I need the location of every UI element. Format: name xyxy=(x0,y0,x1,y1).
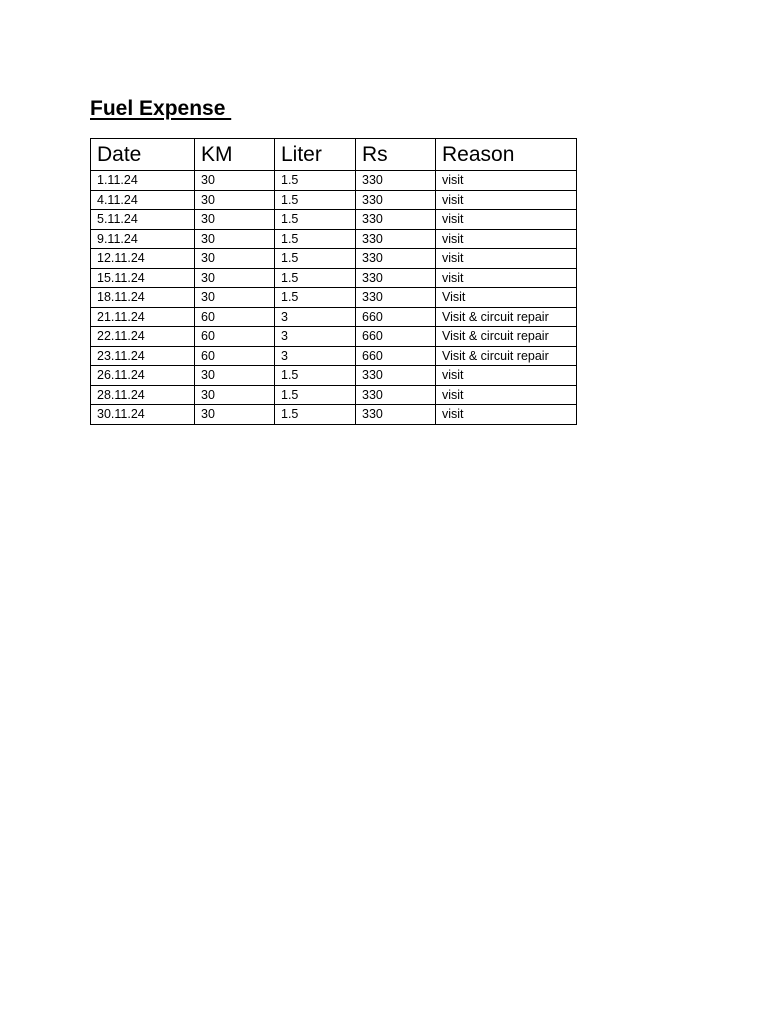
cell-liter: 1.5 xyxy=(275,288,356,308)
cell-date: 9.11.24 xyxy=(91,229,195,249)
cell-reason: visit xyxy=(436,405,577,425)
cell-liter: 1.5 xyxy=(275,190,356,210)
header-reason: Reason xyxy=(436,139,577,171)
cell-reason: Visit & circuit repair xyxy=(436,327,577,347)
table-row xyxy=(91,190,577,210)
cell-liter: 1.5 xyxy=(275,405,356,425)
table-row xyxy=(91,249,577,269)
table-row xyxy=(91,229,577,249)
header-liter: Liter xyxy=(275,139,356,171)
cell-date: 18.11.24 xyxy=(91,288,195,308)
cell-reason: Visit & circuit repair xyxy=(436,346,577,366)
cell-km: 30 xyxy=(195,385,275,405)
table-row xyxy=(91,327,577,347)
header-rs: Rs xyxy=(356,139,436,171)
table-header-row xyxy=(91,139,577,171)
cell-km: 30 xyxy=(195,171,275,191)
cell-rs: 660 xyxy=(356,327,436,347)
cell-date: 28.11.24 xyxy=(91,385,195,405)
cell-reason: visit xyxy=(436,171,577,191)
header-date: Date xyxy=(91,139,195,171)
cell-reason: Visit xyxy=(436,288,577,308)
table-row xyxy=(91,171,577,191)
cell-date: 12.11.24 xyxy=(91,249,195,269)
cell-rs: 330 xyxy=(356,190,436,210)
cell-reason: visit xyxy=(436,268,577,288)
cell-rs: 330 xyxy=(356,210,436,230)
table-row xyxy=(91,307,577,327)
cell-rs: 330 xyxy=(356,288,436,308)
cell-km: 30 xyxy=(195,210,275,230)
cell-rs: 330 xyxy=(356,249,436,269)
cell-reason: visit xyxy=(436,249,577,269)
cell-km: 60 xyxy=(195,307,275,327)
cell-liter: 1.5 xyxy=(275,210,356,230)
cell-km: 30 xyxy=(195,249,275,269)
cell-km: 60 xyxy=(195,327,275,347)
header-km: KM xyxy=(195,139,275,171)
cell-km: 30 xyxy=(195,229,275,249)
cell-date: 21.11.24 xyxy=(91,307,195,327)
cell-liter: 1.5 xyxy=(275,229,356,249)
cell-rs: 660 xyxy=(356,307,436,327)
cell-liter: 3 xyxy=(275,327,356,347)
cell-rs: 330 xyxy=(356,229,436,249)
table-row xyxy=(91,288,577,308)
cell-date: 23.11.24 xyxy=(91,346,195,366)
table-row xyxy=(91,385,577,405)
cell-date: 15.11.24 xyxy=(91,268,195,288)
cell-reason: Visit & circuit repair xyxy=(436,307,577,327)
cell-rs: 330 xyxy=(356,405,436,425)
cell-date: 4.11.24 xyxy=(91,190,195,210)
cell-date: 26.11.24 xyxy=(91,366,195,386)
cell-km: 30 xyxy=(195,366,275,386)
table-row xyxy=(91,346,577,366)
cell-rs: 330 xyxy=(356,268,436,288)
cell-liter: 1.5 xyxy=(275,385,356,405)
cell-reason: visit xyxy=(436,366,577,386)
cell-rs: 330 xyxy=(356,171,436,191)
cell-km: 60 xyxy=(195,346,275,366)
cell-liter: 1.5 xyxy=(275,249,356,269)
cell-date: 1.11.24 xyxy=(91,171,195,191)
table-row xyxy=(91,366,577,386)
fuel-expense-table xyxy=(90,138,577,425)
cell-km: 30 xyxy=(195,405,275,425)
cell-km: 30 xyxy=(195,190,275,210)
cell-km: 30 xyxy=(195,268,275,288)
cell-date: 30.11.24 xyxy=(91,405,195,425)
document-title: Fuel Expense xyxy=(90,97,232,120)
cell-liter: 1.5 xyxy=(275,268,356,288)
cell-date: 22.11.24 xyxy=(91,327,195,347)
cell-liter: 3 xyxy=(275,307,356,327)
cell-reason: visit xyxy=(436,210,577,230)
cell-rs: 330 xyxy=(356,385,436,405)
table-row xyxy=(91,268,577,288)
cell-rs: 660 xyxy=(356,346,436,366)
cell-date: 5.11.24 xyxy=(91,210,195,230)
table-row xyxy=(91,405,577,425)
cell-km: 30 xyxy=(195,288,275,308)
cell-liter: 3 xyxy=(275,346,356,366)
cell-reason: visit xyxy=(436,229,577,249)
cell-reason: visit xyxy=(436,190,577,210)
table-row xyxy=(91,210,577,230)
cell-liter: 1.5 xyxy=(275,171,356,191)
cell-reason: visit xyxy=(436,385,577,405)
cell-rs: 330 xyxy=(356,366,436,386)
cell-liter: 1.5 xyxy=(275,366,356,386)
